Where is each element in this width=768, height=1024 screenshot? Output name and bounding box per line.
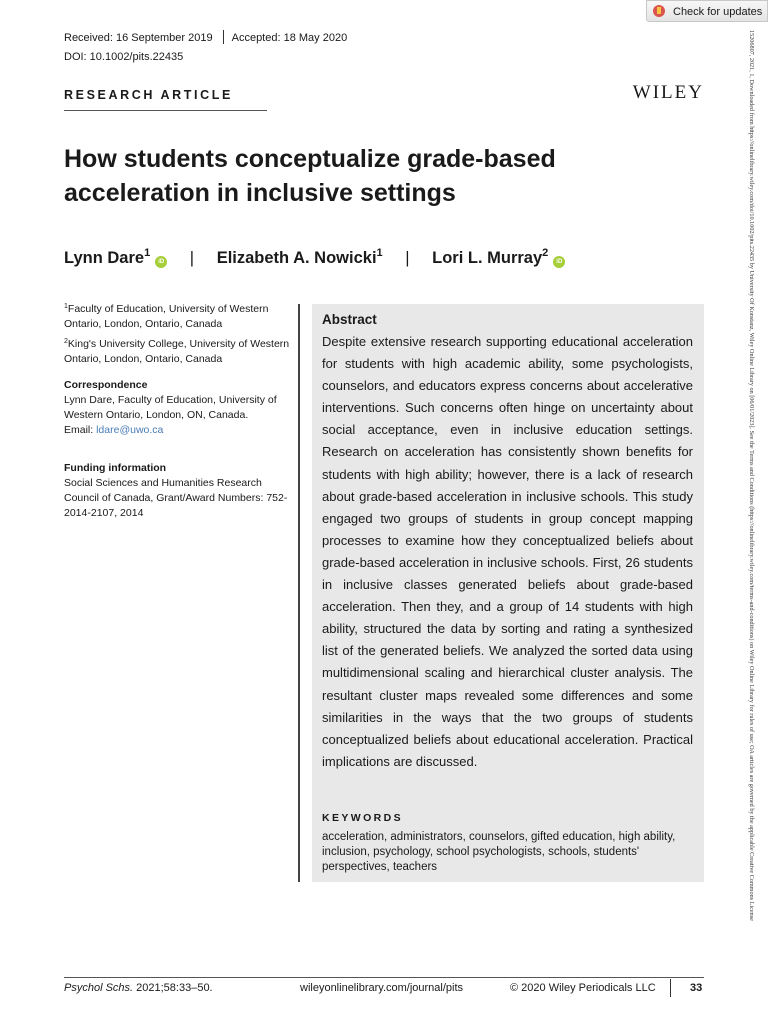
- affiliation-text: King's University College, University of Western Ontario, London, Ontario, Canada: [64, 338, 290, 365]
- keywords-heading: KEYWORDS: [322, 812, 404, 824]
- funding-text: Social Sciences and Humanities Research Council of Canada, Grant/Award Numbers: 752-2014-2107, 2014: [64, 477, 288, 519]
- accepted-date: Accepted: 18 May 2020: [231, 32, 348, 44]
- orcid-icon[interactable]: iD: [553, 256, 565, 268]
- author-affiliation-marker: 2: [542, 247, 549, 259]
- check-for-updates-button[interactable]: [646, 0, 768, 22]
- affiliation: [64, 334, 294, 367]
- funding-section: [64, 461, 294, 521]
- abstract-heading: Abstract: [322, 312, 377, 327]
- affiliation-marker: 2: [64, 338, 68, 345]
- author-name[interactable]: Lynn Dare: [64, 249, 145, 267]
- author-list: [64, 240, 565, 271]
- affiliation: [64, 299, 294, 332]
- keywords-text: acceleration, administrators, counselors, gifted education, high ability, inclusion, psychology, school psychologists, schools, students' perspectives, teachers: [322, 831, 676, 874]
- received-date: Received: 16 September 2019: [64, 32, 213, 44]
- article-title: How students conceptualize grade-based acceleration in inclusive settings: [64, 145, 556, 207]
- correspondence-section: [64, 378, 294, 438]
- correspondence-heading: Correspondence: [64, 379, 148, 391]
- author-affiliation-marker: 1: [376, 247, 383, 259]
- doi: DOI: 10.1002/pits.22435: [64, 51, 184, 63]
- publisher-logo: WILEY: [632, 82, 704, 103]
- article-type: RESEARCH ARTICLE: [64, 88, 233, 102]
- bookmark-icon: [653, 5, 665, 17]
- author-name[interactable]: Lori L. Murray: [432, 249, 543, 267]
- article-dates: [64, 30, 347, 45]
- footer-separator: [670, 979, 671, 997]
- author-affiliation-marker: 1: [144, 247, 151, 259]
- correspondence-address: Lynn Dare, Faculty of Education, University of Western Ontario, London, ON, Canada.: [64, 394, 277, 421]
- email-link[interactable]: ldare@uwo.ca: [96, 424, 164, 436]
- abstract-text: Despite extensive research supporting educational acceleration for students with high academic ability, some psychologists, counselors, and educators express concerns about accelerative interventions. Such concerns often hinge on uncertainty about social acceptance, even in inclusive education settings. Research on acceleration has consistently shown benefits for students with high ability; however, there is a lack of research about grade-based acceleration in inclusive schools. This study engaged two groups of students in group concept mapping processes to examine how they conceptualized beliefs about grade-based acceleration in inclusive schools. First, 26 students in inclusive classes generated beliefs about grade-based acceleration. Then they, and a group of 14 students with high ability, structured the data by sorting and rating a synthesized list of the generated beliefs. We analyzed the sorted data using multidimensional scaling and hierarchical cluster analysis. The resultant cluster maps revealed some differences and some similarities in the ways that the two groups of students conceptualized beliefs about educational acceleration. Practical implications are discussed.: [322, 334, 693, 769]
- correspondence-text: [64, 393, 294, 438]
- author-name[interactable]: Elizabeth A. Nowicki: [216, 249, 377, 267]
- article-type-underline: [64, 110, 267, 111]
- funding-heading: Funding information: [64, 462, 167, 474]
- affiliation-marker: 1: [64, 303, 68, 310]
- citation-detail: 2021;58:33–50.: [133, 982, 213, 994]
- footer-rule: [64, 977, 704, 978]
- author-separator: |: [405, 249, 410, 267]
- journal-url-link[interactable]: wileyonlinelibrary.com/journal/pits: [300, 982, 464, 994]
- check-for-updates-label: Check for updates: [673, 6, 763, 18]
- download-notice: 15206807, 2021, 1, Downloaded from https://onlinelibrary.wiley.com/doi/10.1002/pits.22435 by University Of Konstanz, Wiley Online Library on [06/01/2023]. See the Terms and Conditions (https://onlinelibrary.wiley.com/terms-and-conditions) on Wiley Online Library for rules of use; OA articles are governed by the applicable Creative Commons License: [748, 30, 755, 921]
- abstract-divider: [298, 304, 300, 882]
- copyright: © 2020 Wiley Periodicals LLC: [510, 982, 656, 994]
- orcid-icon[interactable]: iD: [155, 256, 167, 268]
- email-label: Email:: [64, 424, 97, 436]
- journal-abbrev: Psychol Schs.: [64, 982, 134, 994]
- footer-citation: [64, 982, 213, 994]
- page-number: 33: [690, 982, 703, 994]
- author-separator: |: [189, 249, 195, 267]
- date-separator: [223, 30, 224, 44]
- affiliation-text: Faculty of Education, University of Western Ontario, London, Ontario, Canada: [64, 303, 269, 330]
